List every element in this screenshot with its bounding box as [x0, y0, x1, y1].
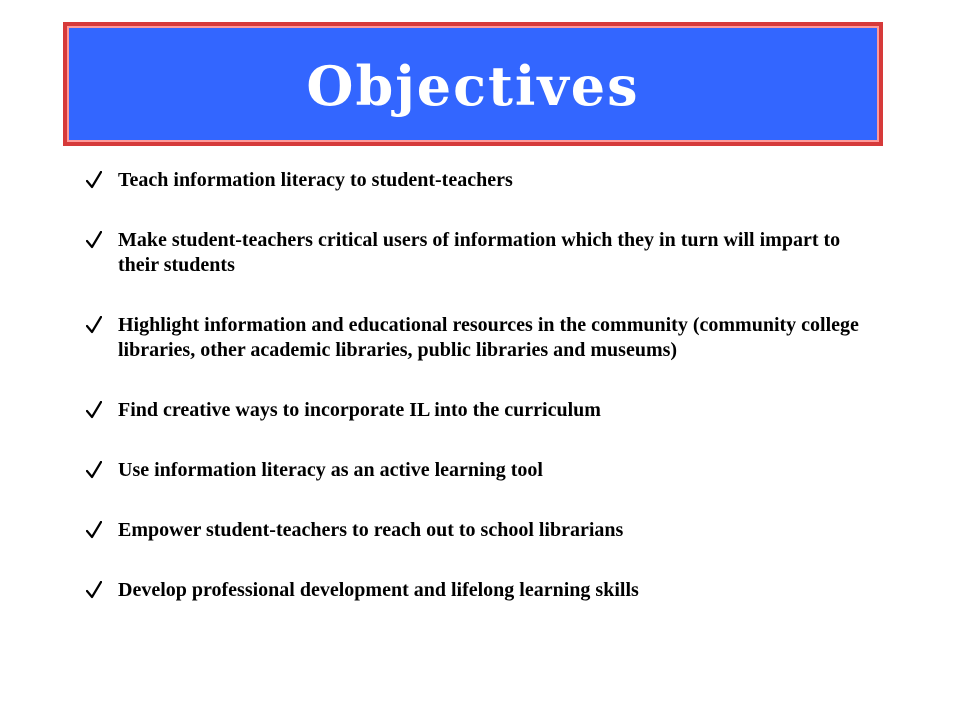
check-icon — [86, 231, 102, 249]
list-item — [80, 578, 880, 603]
title-banner — [63, 22, 883, 146]
bullet-text: Make student-teachers critical users of information which they in turn will impart to their students — [118, 229, 841, 276]
bullet-text: Use information literacy as an active learning tool — [118, 459, 543, 481]
check-icon — [86, 171, 102, 189]
bullet-text: Find creative ways to incorporate IL into the curriculum — [118, 399, 601, 421]
bullet-text: Empower student-teachers to reach out to school librarians — [118, 519, 624, 541]
bullet-text: Teach information literacy to student-teachers — [118, 169, 513, 191]
check-icon — [86, 401, 102, 419]
slide-title: Objectives — [306, 54, 640, 118]
check-icon — [86, 316, 102, 334]
bullet-text: Highlight information and educational resources in the community (community college libraries, other academic libraries, public libraries and museums) — [118, 314, 859, 361]
check-icon — [86, 461, 102, 479]
check-icon — [86, 521, 102, 539]
list-item — [80, 313, 880, 363]
check-icon — [86, 581, 102, 599]
list-item — [80, 398, 880, 423]
objectives-list — [80, 168, 880, 638]
list-item — [80, 518, 880, 543]
list-item — [80, 228, 880, 278]
list-item — [80, 458, 880, 483]
bullet-text: Develop professional development and lifelong learning skills — [118, 579, 639, 601]
list-item — [80, 168, 880, 193]
